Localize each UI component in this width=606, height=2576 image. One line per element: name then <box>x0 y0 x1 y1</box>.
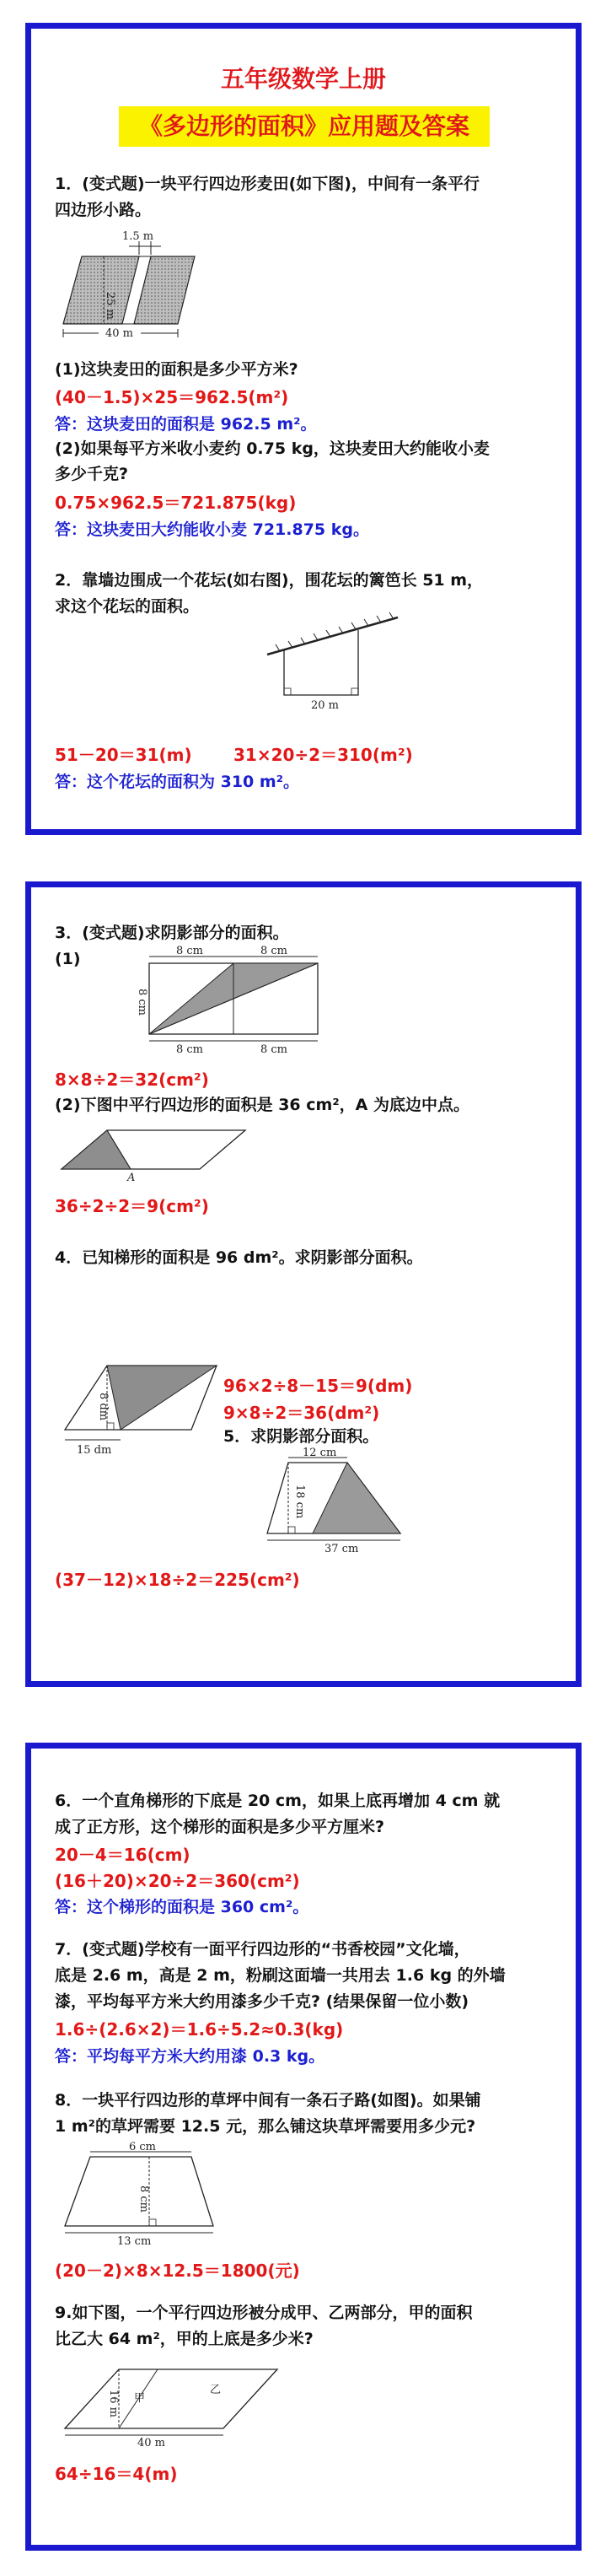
q1-height-label: 25 m <box>104 292 116 321</box>
q2-stem-line2: 求这个花坛的面积。 <box>55 597 200 616</box>
q2-stem-line1: 2．靠墙边围成一个花坛(如右图)，围花坛的篱笆长 51 m， <box>55 571 484 590</box>
q2-figure <box>259 611 402 712</box>
q7-answer: 答：平均每平方米大约用漆 0.3 kg。 <box>55 2047 325 2066</box>
q9-yi-label: 乙 <box>210 2384 222 2396</box>
q5-top-label: 12 cm <box>303 1447 337 1459</box>
q8-top-label: 6 cm <box>129 2141 157 2153</box>
q9-figure <box>56 2359 284 2448</box>
q9-base-label: 40 m <box>137 2437 166 2449</box>
q3-fig1-side-label: 8 cm <box>136 989 148 1016</box>
q8-figure <box>56 2141 225 2248</box>
q1-sub1-calc: (40－1.5)×25＝962.5(m²) <box>55 387 289 407</box>
q5-stem: 5．求阴影部分面积。 <box>223 1427 379 1446</box>
q3-stem: 3．(变式题)求阴影部分的面积。 <box>55 924 289 942</box>
panel-1 <box>25 23 582 835</box>
q4-calc1: 96×2÷8－15＝9(dm) <box>223 1376 413 1396</box>
q4-figure <box>56 1355 225 1457</box>
q6-stem-line1: 6．一个直角梯形的下底是 20 cm，如果上底再增加 4 cm 就 <box>55 1792 501 1810</box>
q1-sub2-line2: 多少千克? <box>55 465 129 483</box>
q9-stem-line1: 9.如下图，一个平行四边形被分成甲、乙两部分，甲的面积 <box>55 2304 473 2322</box>
q8-height-label: 8 cm <box>137 2185 150 2213</box>
q1-sub2-calc: 0.75×962.5＝721.875(kg) <box>55 493 297 513</box>
q1-stem-line1: 1．(变式题)一块平行四边形麦田(如下图)，中间有一条平行 <box>55 175 480 193</box>
q7-stem-line3: 漆，平均每平方米大约用漆多少千克? (结果保留一位小数) <box>55 1992 469 2011</box>
q9-parallelogram <box>65 2369 277 2428</box>
q3-part1-calc: 8×8÷2＝32(cm²) <box>55 1070 209 1090</box>
q9-height-label: 16 m <box>107 2390 120 2418</box>
q3-figure1 <box>124 946 326 1056</box>
q2-wall <box>267 617 398 655</box>
q6-answer: 答：这个梯形的面积是 360 cm²。 <box>55 1898 309 1916</box>
q3-fig1-bottom-right-label: 8 cm <box>260 1043 288 1056</box>
q1-path-width-label: 1.5 m <box>122 230 154 243</box>
q4-shaded-triangle <box>107 1366 217 1430</box>
q7-stem-line2: 底是 2.6 m，高是 2 m，粉刷这面墙一共用去 1.6 kg 的外墙 <box>55 1966 506 1985</box>
q3-fig1-bottom-left-label: 8 cm <box>176 1043 204 1056</box>
q5-calc: (37－12)×18÷2＝225(cm²) <box>55 1570 300 1590</box>
q1-figure <box>56 231 217 341</box>
q6-calc1: 20－4＝16(cm) <box>55 1845 190 1865</box>
q5-figure <box>259 1447 419 1560</box>
q1-sub1-answer: 答：这块麦田的面积是 962.5 m²。 <box>55 415 317 434</box>
q5-base-label: 37 cm <box>324 1543 359 1555</box>
q3-fig2-point-a: A <box>127 1172 136 1184</box>
page-title: 五年级数学上册 <box>220 65 386 93</box>
q8-stem-line2: 1 m²的草坪需要 12.5 元，那么铺这块草坪需要用多少元? <box>55 2117 476 2136</box>
q8-calc: (20－2)×8×12.5＝1800(元) <box>55 2261 300 2281</box>
panel-3 <box>25 1743 582 2551</box>
q7-stem-line1: 7．(变式题)学校有一面平行四边形的“书香校园”文化墙， <box>55 1940 470 1959</box>
q3-part2-calc: 36÷2÷2＝9(cm²) <box>55 1196 209 1216</box>
q9-calc: 64÷16＝4(m) <box>55 2464 178 2484</box>
q5-shaded-triangle <box>313 1463 400 1533</box>
page-subtitle: 《多边形的面积》应用题及答案 <box>119 106 490 147</box>
q3-fig1-top-right-label: 8 cm <box>260 945 288 957</box>
q1-field-right <box>134 256 195 324</box>
q3-part2-stem: (2)下图中平行四边形的面积是 36 cm²，A 为底边中点。 <box>55 1096 469 1114</box>
q6-stem-line2: 成了正方形，这个梯形的面积是多少平方厘米? <box>55 1818 385 1836</box>
q1-sub2-answer: 答：这块麦田大约能收小麦 721.875 kg。 <box>55 520 370 539</box>
q3-fig1-top-left-label: 8 cm <box>176 945 204 957</box>
q7-calc: 1.6÷(2.6×2)＝1.6÷5.2≈0.3(kg) <box>55 2019 344 2040</box>
q4-height-label: 8 dm <box>97 1393 110 1421</box>
q4-base-label: 15 dm <box>77 1444 112 1457</box>
q2-answer: 答：这个花坛的面积为 310 m²。 <box>55 773 300 791</box>
q1-stem-line2: 四边形小路。 <box>55 201 152 219</box>
q1-sub2-line1: (2)如果每平方米收小麦约 0.75 kg，这块麦田大约能收小麦 <box>55 439 490 458</box>
q1-sub1: (1)这块麦田的面积是多少平方米? <box>55 360 298 379</box>
q5-height-label: 18 cm <box>293 1485 306 1519</box>
q6-calc2: (16＋20)×20÷2＝360(cm²) <box>55 1871 300 1891</box>
q3-fig2-shaded-triangle <box>62 1130 131 1169</box>
q1-field-left <box>63 256 139 324</box>
q2-calc1: 51－20＝31(m) <box>55 745 192 765</box>
q2-calc2: 31×20÷2＝310(m²) <box>233 745 413 765</box>
q8-stem-line1: 8．一块平行四边形的草坪中间有一条石子路(如图)。如果铺 <box>55 2091 481 2110</box>
q4-stem: 4．已知梯形的面积是 96 dm²。求阴影部分面积。 <box>55 1248 423 1267</box>
q9-jia-label: 甲 <box>134 2392 146 2405</box>
q8-base-label: 13 cm <box>117 2235 152 2248</box>
q3-figure2 <box>56 1125 250 1184</box>
q1-base-label: 40 m <box>105 327 134 340</box>
q9-stem-line2: 比乙大 64 m²，甲的上底是多少米? <box>55 2330 314 2348</box>
q2-width-label: 20 m <box>311 699 340 712</box>
q3-part1-label: (1) <box>55 950 81 968</box>
q4-calc2: 9×8÷2＝36(dm²) <box>223 1403 380 1423</box>
panel-2 <box>25 881 582 1687</box>
